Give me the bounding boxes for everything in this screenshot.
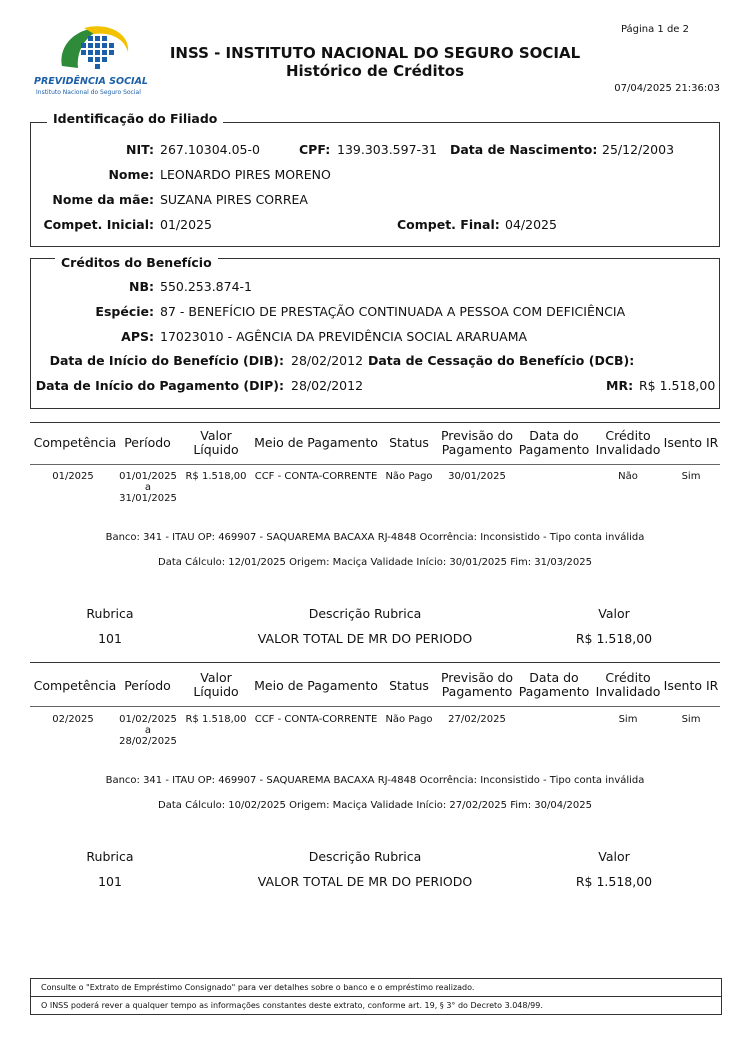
td-periodo-a: a	[144, 482, 152, 493]
dib-value: 28/02/2012	[291, 353, 364, 368]
page-number: Página 1 de 2	[620, 24, 689, 35]
td-status: Não Pago	[385, 714, 433, 725]
mae-value: SUZANA PIRES CORREA	[160, 192, 308, 207]
th-periodo: Período	[124, 678, 171, 693]
credit-detail-calculo: Data Cálculo: 10/02/2025 Origem: Maciça Validade Início: 27/02/2025 Fim: 30/04/2025	[158, 800, 592, 811]
td-periodo-fim: 31/01/2025	[119, 493, 177, 504]
th-competencia: Competência	[33, 678, 117, 693]
page-title: INSS - INSTITUTO NACIONAL DO SEGURO SOCIAL	[169, 44, 581, 62]
th-previsao-line2: Pagamento	[441, 442, 513, 457]
th-valor-line2: Líquido	[193, 442, 239, 457]
rubrica-code: 101	[98, 631, 122, 646]
nome-label: Nome:	[108, 167, 154, 182]
th-credito-line1: Crédito	[605, 428, 651, 443]
th-data-line1: Data do	[529, 428, 579, 443]
rubrica-descricao: VALOR TOTAL DE MR DO PERIODO	[257, 874, 473, 889]
th-previsao-line1: Previsão do	[440, 670, 514, 685]
especie-value: 87 - BENEFÍCIO DE PRESTAÇÃO CONTINUADA A PESSOA COM DEFICIÊNCIA	[160, 304, 626, 319]
footer-note-decreto: O INSS poderá rever a qualquer tempo as informações constantes deste extrato, conforme art. 19, § 3° do Decreto 3.048/99.	[41, 1001, 543, 1010]
filiado-legend: Identificação do Filiado	[47, 111, 223, 126]
table-header-rule	[30, 706, 720, 707]
table-top-rule	[30, 662, 720, 663]
td-isento: Sim	[681, 714, 701, 725]
td-periodo	[118, 471, 178, 504]
rubrica-code: 101	[98, 874, 122, 889]
rubrica-descricao: VALOR TOTAL DE MR DO PERIODO	[257, 631, 473, 646]
table-top-rule	[30, 422, 720, 423]
print-datetime: 07/04/2025 21:36:03	[614, 83, 720, 94]
th-data-line2: Pagamento	[518, 442, 590, 457]
compet-inicial-value: 01/2025	[160, 217, 212, 232]
footer-note-consignado: Consulte o "Extrato de Empréstimo Consignado" para ver detalhes sobre o banco e o empréstimo realizado.	[31, 979, 721, 997]
dip-value: 28/02/2012	[291, 378, 364, 393]
nasc-value: 25/12/2003	[602, 142, 675, 157]
th-periodo: Período	[124, 435, 171, 450]
rubrica-header: Rubrica	[86, 606, 134, 621]
rubrica-valor: R$ 1.518,00	[575, 874, 653, 889]
dib-label: Data de Início do Benefício (DIB):	[49, 353, 284, 368]
th-data-pagamento	[516, 671, 592, 699]
logo-text: PREVIDÊNCIA SOCIAL	[34, 76, 148, 87]
th-competencia: Competência	[33, 435, 117, 450]
page-subtitle: Histórico de Créditos	[285, 62, 465, 80]
td-periodo-ini: 01/01/2025	[119, 471, 177, 482]
th-status: Status	[389, 435, 429, 450]
dip-label: Data de Início do Pagamento (DIP):	[35, 378, 284, 393]
footer-notes	[30, 978, 722, 1015]
especie-label: Espécie:	[95, 304, 154, 319]
mr-value: R$ 1.518,00	[639, 378, 716, 393]
td-periodo-fim: 28/02/2025	[119, 736, 177, 747]
th-status: Status	[389, 678, 429, 693]
th-valor	[184, 429, 248, 457]
compet-final-value: 04/2025	[505, 217, 557, 232]
rubrica-valor: R$ 1.518,00	[575, 631, 653, 646]
th-isento-ir: Isento IR	[663, 678, 719, 693]
th-valor-line2: Líquido	[193, 684, 239, 699]
aps-value: 17023010 - AGÊNCIA DA PREVIDÊNCIA SOCIAL ARARUAMA	[160, 329, 528, 344]
th-data-line1: Data do	[529, 670, 579, 685]
rubrica-valor-header: Valor	[598, 849, 630, 864]
th-previsao-line1: Previsão do	[440, 428, 514, 443]
td-competencia: 02/2025	[52, 714, 94, 725]
cpf-value: 139.303.597-31	[337, 142, 437, 157]
th-credito-invalidado	[592, 429, 664, 457]
beneficio-legend: Créditos do Benefício	[55, 255, 218, 270]
rubrica-descricao-header: Descrição Rubrica	[308, 849, 422, 864]
compet-final-label: Compet. Final:	[397, 217, 500, 232]
mr-label: MR:	[606, 378, 634, 393]
th-credito-line1: Crédito	[605, 670, 651, 685]
nb-value: 550.253.874-1	[160, 279, 252, 294]
td-competencia: 01/2025	[52, 471, 94, 482]
td-previsao: 30/01/2025	[448, 471, 506, 482]
rubrica-header: Rubrica	[86, 849, 134, 864]
th-previsao	[438, 429, 516, 457]
cpf-label: CPF:	[299, 142, 331, 157]
td-valor: R$ 1.518,00	[185, 714, 247, 725]
nasc-label: Data de Nascimento:	[450, 142, 598, 157]
th-isento-ir: Isento IR	[663, 435, 719, 450]
nit-value: 267.10304.05-0	[160, 142, 260, 157]
nb-label: NB:	[129, 279, 154, 294]
rubrica-valor-header: Valor	[598, 606, 630, 621]
th-valor-line1: Valor	[200, 428, 232, 443]
td-invalidado: Não	[618, 471, 638, 482]
logo-subtext: Instituto Nacional do Seguro Social	[36, 89, 141, 96]
td-isento: Sim	[681, 471, 701, 482]
th-credito-line2: Invalidado	[595, 442, 661, 457]
credit-block	[0, 420, 750, 660]
credit-detail-banco: Banco: 341 - ITAU OP: 469907 - SAQUAREMA BACAXA RJ-4848 Ocorrência: Inconsistido - Tipo conta inválida	[105, 532, 645, 543]
credit-detail-banco: Banco: 341 - ITAU OP: 469907 - SAQUAREMA BACAXA RJ-4848 Ocorrência: Inconsistido - Tipo conta inválida	[105, 775, 645, 786]
td-valor: R$ 1.518,00	[185, 471, 247, 482]
th-credito-line2: Invalidado	[595, 684, 661, 699]
th-data-line2: Pagamento	[518, 684, 590, 699]
td-status: Não Pago	[385, 471, 433, 482]
td-periodo-a: a	[144, 725, 152, 736]
credit-block	[0, 661, 750, 901]
th-previsao-line2: Pagamento	[441, 684, 513, 699]
th-data-pagamento	[516, 429, 592, 457]
th-meio: Meio de Pagamento	[254, 678, 378, 693]
compet-inicial-label: Compet. Inicial:	[43, 217, 154, 232]
nome-value: LEONARDO PIRES MORENO	[160, 167, 331, 182]
td-meio: CCF - CONTA-CORRENTE	[254, 714, 378, 725]
td-meio: CCF - CONTA-CORRENTE	[254, 471, 378, 482]
td-periodo-ini: 01/02/2025	[119, 714, 177, 725]
th-valor	[184, 671, 248, 699]
th-previsao	[438, 671, 516, 699]
th-meio: Meio de Pagamento	[254, 435, 378, 450]
th-credito-invalidado	[592, 671, 664, 699]
td-periodo	[118, 714, 178, 747]
credit-detail-calculo: Data Cálculo: 12/01/2025 Origem: Maciça Validade Início: 30/01/2025 Fim: 31/03/2025	[158, 557, 592, 568]
th-valor-line1: Valor	[200, 670, 232, 685]
mae-label: Nome da mãe:	[52, 192, 154, 207]
dcb-label: Data de Cessação do Benefício (DCB):	[368, 353, 635, 368]
table-header-rule	[30, 464, 720, 465]
td-invalidado: Sim	[618, 714, 638, 725]
nit-label: NIT:	[126, 142, 154, 157]
rubrica-descricao-header: Descrição Rubrica	[308, 606, 422, 621]
td-previsao: 27/02/2025	[448, 714, 506, 725]
aps-label: APS:	[121, 329, 154, 344]
